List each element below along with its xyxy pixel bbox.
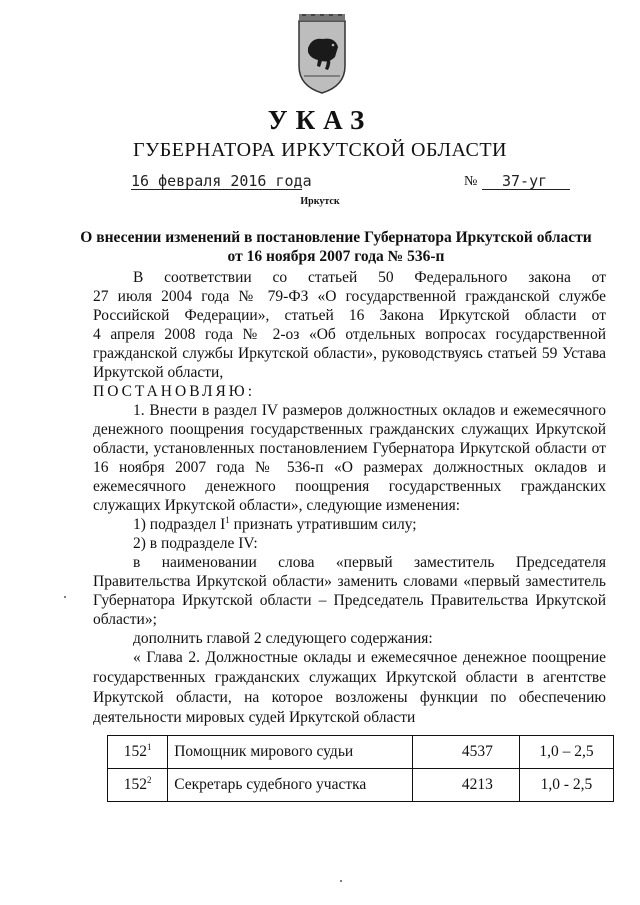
position-cell: Секретарь судебного участка (168, 769, 413, 802)
city-label: Иркутск (300, 196, 340, 207)
date-underline (131, 189, 302, 190)
body-line: В соответствии со статьей 50 Федерального закона от (133, 269, 606, 286)
body-line: « Глава 2. Должностные оклады и ежемесячное денежное поощрение (133, 649, 606, 666)
body-line: деятельности мировых судей Иркутской области (93, 709, 416, 726)
decree-number: 37-уг (502, 172, 548, 190)
row-number (108, 769, 168, 802)
body-line: 4 апреля 2008 года № 2-оз «Об отдельных вопросах государственной (93, 326, 606, 343)
body-line: Губернатора Иркутской области – Председатель Правительства Иркутской (93, 592, 606, 609)
body-text: признать утратившим силу; (229, 516, 417, 533)
heading-line-2: от 16 ноября 2007 года № 536-п (227, 248, 445, 265)
body-line: области, установленных постановлением Губернатора Иркутской области от (93, 440, 606, 457)
position-cell: Помощник мирового судьи (168, 736, 413, 769)
body-line (133, 516, 606, 534)
coat-of-arms-icon (295, 14, 349, 94)
salary-cell: 4537 (413, 736, 520, 769)
row-number-text: 152 (123, 743, 147, 760)
body-line: 1. Внести в раздел IV размеров должностных окладов и ежемесячного (133, 402, 606, 419)
issuer-title: ГУБЕРНАТОРА ИРКУТСКОЙ ОБЛАСТИ (133, 139, 507, 161)
row-number-text: 152 (123, 776, 147, 793)
table-row (108, 736, 614, 769)
row-number-sup: 1 (146, 741, 152, 752)
document-type-title: УКАЗ (267, 105, 373, 135)
number-label: № (464, 174, 478, 189)
body-line: области»; (93, 611, 157, 628)
body-line: служащих Иркутской области», следующие изменения: (93, 497, 461, 514)
decree-verb: ПОСТАНОВЛЯЮ: (93, 383, 256, 400)
range-cell: 1,0 - 2,5 (519, 769, 613, 802)
row-number (108, 736, 168, 769)
body-line: Иркутской области, (93, 364, 224, 381)
body-line: денежного поощрения государственных гражданских служащих Иркутской (93, 421, 606, 438)
body-line: Правительства Иркутской области» заменить словами «первый заместитель (93, 573, 606, 590)
heading-line-1: О внесении изменений в постановление Губернатора Иркутской области (80, 229, 592, 246)
body-line: ежемесячного денежного поощрения государственных гражданских (93, 478, 606, 495)
body-line: дополнить главой 2 следующего содержания: (133, 630, 433, 647)
body-line: Российской Федерации», статьей 16 Закона Иркутской области от (93, 307, 606, 324)
decree-date: 16 февраля 2016 года (131, 172, 312, 190)
table-row (108, 769, 614, 802)
range-cell: 1,0 – 2,5 (519, 736, 613, 769)
row-number-sup: 2 (146, 774, 152, 785)
body-line: 27 июля 2004 года № 79-ФЗ «О государственной гражданской службе (93, 288, 606, 305)
body-text: 1) подраздел I (133, 516, 226, 533)
body-line: государственных гражданских служащих Иркутской области в агентстве (93, 669, 606, 686)
body-line: 2) в подразделе IV: (133, 535, 258, 552)
salary-cell: 4213 (413, 769, 520, 802)
decree-heading (66, 228, 606, 266)
body-line: гражданской службы Иркутской области», руководствуясь статьей 59 Устава (93, 345, 606, 362)
body-line: Иркутской области, на которое возложены функции по обеспечению (93, 689, 606, 706)
body-line: 16 ноября 2007 года № 536-п «О размерах должностных окладов и (93, 459, 606, 476)
body-line: в наименовании слова «первый заместитель Председателя (133, 554, 606, 571)
scan-speck (64, 596, 66, 598)
salary-table (107, 735, 614, 802)
scan-speck (340, 880, 342, 882)
superscript: 1 (225, 514, 230, 525)
number-underline (482, 189, 570, 190)
